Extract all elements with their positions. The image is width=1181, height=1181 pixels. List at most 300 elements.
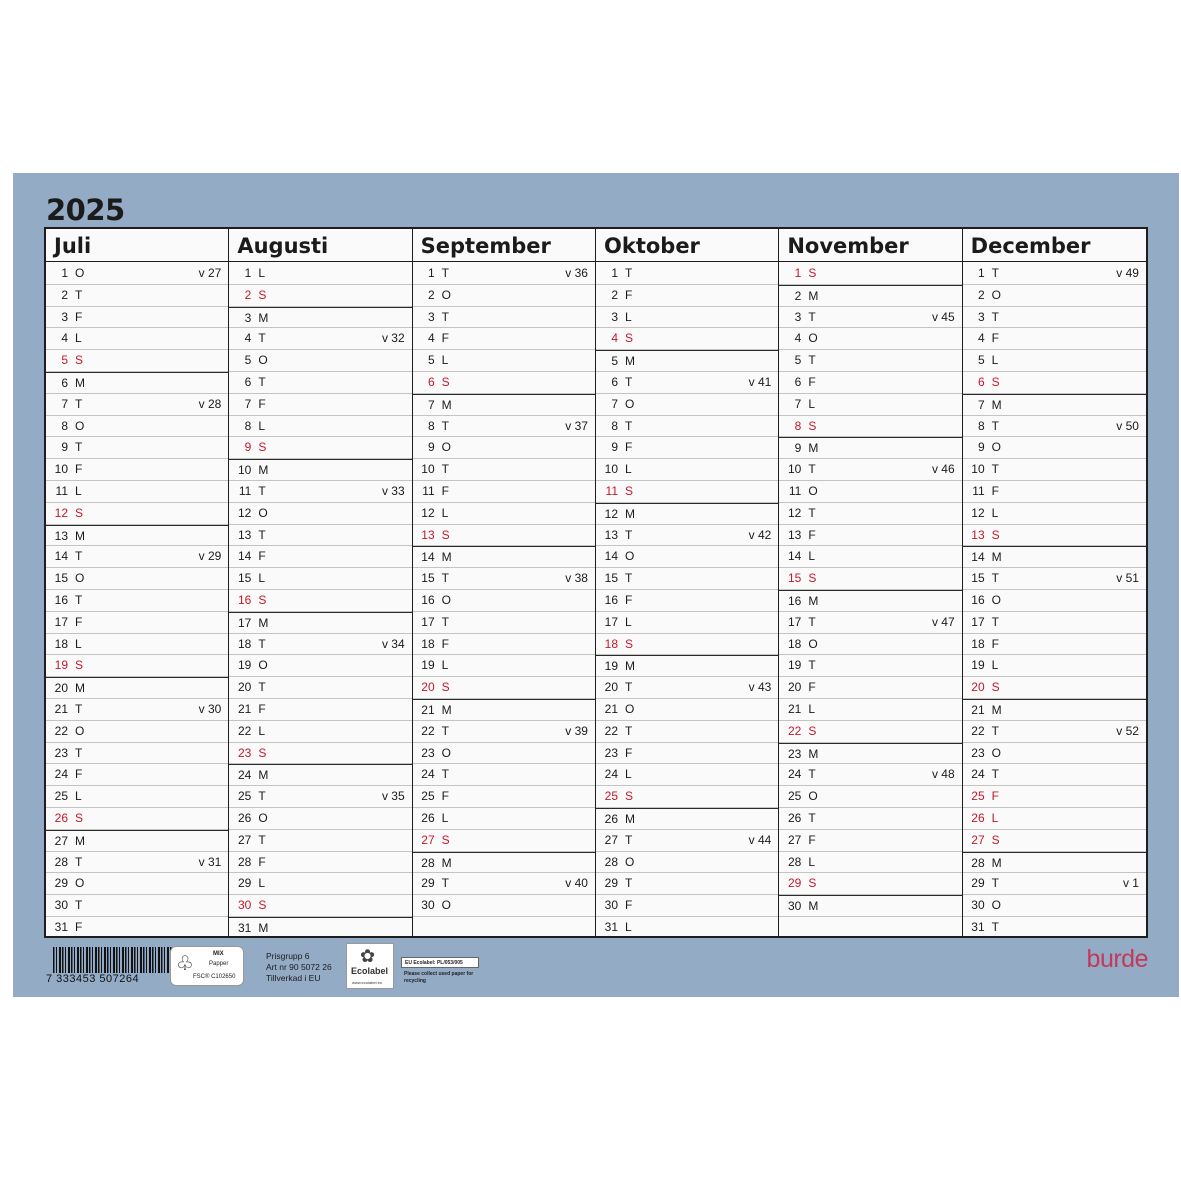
day-row xyxy=(46,677,228,699)
day-number: 23 xyxy=(787,746,802,761)
weekday-letter: F xyxy=(991,331,999,346)
day-row xyxy=(46,546,228,568)
day-number: 9 xyxy=(977,440,985,455)
day-number: 21 xyxy=(54,702,68,716)
weekday-letter: O xyxy=(258,505,268,520)
day-row xyxy=(46,830,228,852)
day-row xyxy=(779,699,961,721)
weekday-letter: L xyxy=(441,658,449,673)
day-row xyxy=(779,917,961,939)
day-row xyxy=(413,873,595,895)
day-row xyxy=(413,917,595,939)
day-number: 29 xyxy=(971,876,985,891)
day-row xyxy=(229,263,411,285)
weekday-letter: L xyxy=(808,396,816,411)
day-number: 19 xyxy=(237,658,252,673)
day-number: 3 xyxy=(61,309,68,324)
day-number: 23 xyxy=(54,745,68,760)
weekday-letter: S xyxy=(991,680,1000,695)
day-row xyxy=(779,525,961,547)
weekday-letter: M xyxy=(441,703,452,717)
day-row xyxy=(596,328,778,350)
weekday-letter: O xyxy=(625,854,635,869)
day-row xyxy=(46,525,228,547)
day-number: 18 xyxy=(54,636,68,651)
weekday-letter: F xyxy=(441,331,449,346)
day-row xyxy=(413,372,595,394)
day-number: 14 xyxy=(421,550,435,565)
weekday-letter: M xyxy=(441,550,452,565)
day-row xyxy=(596,699,778,721)
day-row xyxy=(413,852,595,874)
day-row xyxy=(779,459,961,481)
day-number: 7 xyxy=(61,396,68,411)
day-number: 3 xyxy=(611,309,618,324)
day-row xyxy=(46,285,228,307)
weekday-letter: L xyxy=(625,614,632,629)
weekday-letter: T xyxy=(258,832,266,847)
day-number: 15 xyxy=(971,571,985,586)
weekday-letter: T xyxy=(625,375,633,389)
week-number: v 30 xyxy=(198,702,222,716)
weekday-letter: T xyxy=(991,266,999,280)
day-row xyxy=(413,285,595,307)
day-number: 10 xyxy=(971,462,985,477)
weekday-letter: S xyxy=(625,331,634,346)
day-number: 22 xyxy=(604,723,618,738)
weekday-letter: T xyxy=(808,353,816,368)
day-row xyxy=(963,873,1146,895)
day-row xyxy=(229,634,411,656)
day-row xyxy=(413,307,595,329)
day-row xyxy=(963,612,1146,634)
day-row xyxy=(779,328,961,350)
weekday-letter: O xyxy=(808,636,818,651)
day-number: 11 xyxy=(605,484,618,498)
weekday-letter: M xyxy=(258,310,269,325)
day-number: 12 xyxy=(54,505,68,520)
day-number: 31 xyxy=(971,920,985,934)
day-row xyxy=(229,481,411,503)
day-number: 13 xyxy=(787,527,802,542)
month-column-november xyxy=(779,229,962,936)
day-number: 28 xyxy=(237,854,252,869)
day-row xyxy=(779,546,961,568)
month-column-oktober xyxy=(596,229,779,936)
day-number: 23 xyxy=(971,745,985,760)
day-number: 14 xyxy=(787,549,802,564)
day-number: 30 xyxy=(604,898,618,913)
weekday-letter: L xyxy=(441,811,449,825)
day-number: 26 xyxy=(787,811,802,825)
weekday-letter: T xyxy=(991,418,999,433)
weekday-letter: M xyxy=(625,659,635,674)
day-row xyxy=(963,459,1146,481)
day-row xyxy=(779,481,961,503)
day-row xyxy=(596,285,778,307)
day-number: 12 xyxy=(787,505,802,520)
day-number: 28 xyxy=(421,855,435,870)
day-row xyxy=(46,394,228,416)
weekday-letter: T xyxy=(441,723,449,738)
day-row xyxy=(779,786,961,808)
weekday-letter: F xyxy=(808,832,816,847)
day-row xyxy=(963,263,1146,285)
day-number: 3 xyxy=(977,309,985,324)
day-number: 20 xyxy=(237,680,252,695)
day-number: 19 xyxy=(971,658,985,673)
day-number: 26 xyxy=(237,811,252,825)
weekday-letter: T xyxy=(808,658,816,673)
weekday-letter: L xyxy=(75,636,82,651)
day-row xyxy=(46,416,228,438)
week-number: v 34 xyxy=(381,636,405,651)
day-row xyxy=(779,503,961,525)
day-number: 8 xyxy=(794,418,802,433)
day-number: 26 xyxy=(971,811,985,825)
week-number: v 29 xyxy=(198,549,222,564)
made-in: Tillverkad i EU xyxy=(266,973,321,983)
day-row xyxy=(46,372,228,394)
day-number: 21 xyxy=(421,703,435,717)
day-row xyxy=(963,525,1146,547)
weekday-letter: O xyxy=(75,876,85,891)
day-number: 15 xyxy=(54,571,68,586)
day-row xyxy=(413,895,595,917)
weekday-letter: O xyxy=(808,331,818,346)
day-row xyxy=(596,568,778,590)
day-row xyxy=(963,764,1146,786)
day-number: 22 xyxy=(54,723,68,738)
weekday-letter: F xyxy=(75,614,83,629)
day-number: 27 xyxy=(237,832,252,847)
weekday-letter: S xyxy=(258,440,267,455)
day-number: 10 xyxy=(54,462,68,477)
day-row xyxy=(963,328,1146,350)
day-row xyxy=(46,743,228,765)
fsc-paper: Papper xyxy=(209,961,229,967)
day-number: 29 xyxy=(604,876,618,891)
day-row xyxy=(229,655,411,677)
day-row xyxy=(596,546,778,568)
day-number: 4 xyxy=(61,331,68,346)
day-row xyxy=(229,459,411,481)
month-column-augusti xyxy=(229,229,412,936)
weekday-letter: S xyxy=(75,353,84,368)
day-row xyxy=(596,655,778,677)
weekday-letter: L xyxy=(441,505,449,520)
weekday-letter: M xyxy=(75,376,85,390)
day-row xyxy=(596,263,778,285)
day-number: 19 xyxy=(54,658,68,673)
day-row xyxy=(596,852,778,874)
month-column-december xyxy=(963,229,1146,936)
weekday-letter: T xyxy=(808,614,816,629)
day-number: 31 xyxy=(604,920,618,934)
weekday-letter: O xyxy=(75,418,85,433)
day-row xyxy=(413,721,595,743)
day-row xyxy=(229,416,411,438)
weekday-letter: O xyxy=(441,898,451,913)
day-number: 21 xyxy=(971,703,985,717)
day-row xyxy=(229,568,411,590)
day-row xyxy=(963,285,1146,307)
weekday-letter: F xyxy=(991,484,999,498)
weekday-letter: S xyxy=(808,571,817,586)
day-row xyxy=(963,917,1146,939)
week-number: v 38 xyxy=(565,571,588,586)
weekday-letter: M xyxy=(808,441,819,456)
day-number: 29 xyxy=(421,876,435,891)
day-number: 9 xyxy=(794,441,802,456)
weekday-letter: T xyxy=(625,680,633,695)
day-row xyxy=(46,263,228,285)
day-row xyxy=(229,612,411,634)
month-title: Juli xyxy=(46,229,228,262)
day-row xyxy=(413,437,595,459)
day-number: 17 xyxy=(604,614,618,629)
weekday-letter: M xyxy=(808,594,819,608)
month-title: Augusti xyxy=(229,229,411,262)
day-number: 1 xyxy=(977,266,985,280)
day-row xyxy=(963,481,1146,503)
weekday-letter: F xyxy=(625,593,633,607)
day-number: 1 xyxy=(427,266,435,280)
week-number: v 45 xyxy=(931,309,955,324)
day-number: 25 xyxy=(787,789,802,804)
day-number: 17 xyxy=(54,614,68,629)
day-number: 15 xyxy=(237,571,252,586)
day-row xyxy=(963,852,1146,874)
day-number: 21 xyxy=(237,702,252,716)
article-number: Art nr 90 5072 26 xyxy=(266,962,332,972)
weekday-letter: L xyxy=(258,266,266,280)
day-row xyxy=(46,764,228,786)
weekday-letter: O xyxy=(808,789,818,804)
day-row xyxy=(779,743,961,765)
weekday-letter: S xyxy=(75,658,84,673)
month-title: Oktober xyxy=(596,229,778,262)
month-column-juli xyxy=(46,229,229,936)
day-row xyxy=(779,612,961,634)
week-number: v 46 xyxy=(931,462,955,477)
day-number: 7 xyxy=(244,396,252,411)
day-row xyxy=(779,416,961,438)
day-number: 1 xyxy=(611,266,618,280)
weekday-letter: M xyxy=(808,746,819,761)
day-number: 5 xyxy=(977,353,985,368)
day-row xyxy=(229,328,411,350)
weekday-letter: S xyxy=(441,527,450,542)
day-row xyxy=(229,437,411,459)
day-number: 10 xyxy=(421,462,435,477)
day-number: 12 xyxy=(421,505,435,520)
day-number: 8 xyxy=(611,418,618,433)
ecolabel-logo xyxy=(346,943,394,989)
day-row xyxy=(963,350,1146,372)
weekday-letter: L xyxy=(808,549,816,564)
day-row xyxy=(46,459,228,481)
day-number: 24 xyxy=(787,767,802,782)
day-row xyxy=(229,852,411,874)
product-info xyxy=(266,951,332,984)
weekday-letter: S xyxy=(75,811,84,825)
day-row xyxy=(229,677,411,699)
day-row xyxy=(413,808,595,830)
day-number: 13 xyxy=(421,527,435,542)
week-number: v 35 xyxy=(381,789,405,804)
day-row xyxy=(963,546,1146,568)
day-number: 4 xyxy=(244,331,252,346)
weekday-letter: L xyxy=(808,854,816,869)
day-row xyxy=(46,786,228,808)
weekday-letter: F xyxy=(75,309,83,324)
day-number: 22 xyxy=(971,723,985,738)
weekday-letter: T xyxy=(75,745,83,760)
day-row xyxy=(413,525,595,547)
weekday-letter: T xyxy=(75,549,83,564)
day-number: 30 xyxy=(54,898,68,913)
day-row xyxy=(779,437,961,459)
day-number: 23 xyxy=(421,745,435,760)
day-number: 9 xyxy=(611,440,618,455)
day-row xyxy=(779,677,961,699)
brand-logo: burde xyxy=(1086,945,1148,973)
day-number: 9 xyxy=(61,440,68,455)
day-number: 12 xyxy=(604,506,618,521)
day-number: 20 xyxy=(787,680,802,695)
weekday-letter: T xyxy=(991,571,999,586)
day-row xyxy=(229,808,411,830)
day-row xyxy=(413,459,595,481)
weekday-letter: M xyxy=(808,288,819,303)
day-row xyxy=(229,895,411,917)
day-number: 20 xyxy=(971,680,985,695)
day-row xyxy=(46,873,228,895)
weekday-letter: S xyxy=(441,680,450,695)
week-number: v 32 xyxy=(381,331,405,346)
weekday-letter: O xyxy=(75,266,85,280)
day-number: 18 xyxy=(604,636,618,651)
weekday-letter: S xyxy=(808,266,817,280)
day-row xyxy=(596,917,778,939)
day-row xyxy=(779,895,961,917)
day-row xyxy=(229,525,411,547)
day-number: 28 xyxy=(54,854,68,869)
day-row xyxy=(413,481,595,503)
weekday-letter: T xyxy=(441,462,449,477)
day-row xyxy=(413,764,595,786)
day-row xyxy=(963,830,1146,852)
week-number: v 49 xyxy=(1116,266,1139,280)
day-number: 18 xyxy=(237,636,252,651)
day-row xyxy=(779,808,961,830)
weekday-letter: T xyxy=(625,571,633,586)
day-number: 24 xyxy=(604,767,618,782)
day-row xyxy=(596,808,778,830)
weekday-letter: S xyxy=(258,898,267,913)
weekday-letter: F xyxy=(991,789,999,804)
day-row xyxy=(596,764,778,786)
weekday-letter: T xyxy=(441,767,449,782)
day-number: 14 xyxy=(54,549,68,564)
day-row xyxy=(413,786,595,808)
weekday-letter: M xyxy=(625,354,635,369)
weekday-letter: F xyxy=(258,702,266,716)
day-number: 22 xyxy=(787,723,802,738)
day-number: 8 xyxy=(427,418,435,433)
month-title: November xyxy=(779,229,961,262)
day-row xyxy=(596,721,778,743)
weekday-letter: O xyxy=(991,593,1001,607)
day-number: 22 xyxy=(421,723,435,738)
weekday-letter: O xyxy=(625,549,635,564)
weekday-letter: T xyxy=(258,636,266,651)
day-row xyxy=(963,416,1146,438)
weekday-letter: L xyxy=(991,658,999,673)
week-number: v 28 xyxy=(198,396,222,411)
weekday-letter: F xyxy=(75,462,83,477)
day-row xyxy=(596,612,778,634)
month-column-september xyxy=(413,229,596,936)
day-row xyxy=(779,263,961,285)
day-row xyxy=(596,525,778,547)
weekday-letter: T xyxy=(625,418,633,433)
weekday-letter: S xyxy=(991,375,1000,389)
weekday-letter: F xyxy=(258,396,266,411)
day-number: 16 xyxy=(787,594,802,608)
day-number: 11 xyxy=(422,484,435,498)
weekday-letter: T xyxy=(991,614,999,629)
week-number: v 52 xyxy=(1116,723,1139,738)
weekday-letter: L xyxy=(625,920,632,934)
day-row xyxy=(46,437,228,459)
day-row xyxy=(413,590,595,612)
day-row xyxy=(229,546,411,568)
day-number: 29 xyxy=(787,876,802,891)
weekday-letter: T xyxy=(75,440,83,455)
weekday-letter: M xyxy=(808,899,819,914)
day-number: 25 xyxy=(237,789,252,804)
day-row xyxy=(779,764,961,786)
weekday-letter: T xyxy=(75,287,83,302)
day-number: 25 xyxy=(54,789,68,804)
recycle-note: Please collect used paper for recycling xyxy=(404,971,474,984)
day-number: 16 xyxy=(54,593,68,607)
fsc-logo xyxy=(170,946,244,986)
day-number: 11 xyxy=(972,484,985,498)
day-number: 25 xyxy=(421,789,435,804)
footer xyxy=(44,943,1148,989)
week-number: v 47 xyxy=(931,614,955,629)
weekday-letter: T xyxy=(441,309,449,324)
day-row xyxy=(46,568,228,590)
day-row xyxy=(46,634,228,656)
day-number: 24 xyxy=(54,767,68,782)
day-number: 19 xyxy=(604,659,618,674)
day-row xyxy=(596,743,778,765)
day-row xyxy=(963,721,1146,743)
day-row xyxy=(413,743,595,765)
day-row xyxy=(596,895,778,917)
weekday-letter: O xyxy=(258,811,268,825)
day-row xyxy=(779,568,961,590)
weekday-letter: M xyxy=(991,855,1002,870)
calendar-grid xyxy=(44,227,1148,938)
weekday-letter: O xyxy=(75,571,85,586)
weekday-letter: L xyxy=(258,418,266,433)
day-number: 16 xyxy=(604,593,618,607)
